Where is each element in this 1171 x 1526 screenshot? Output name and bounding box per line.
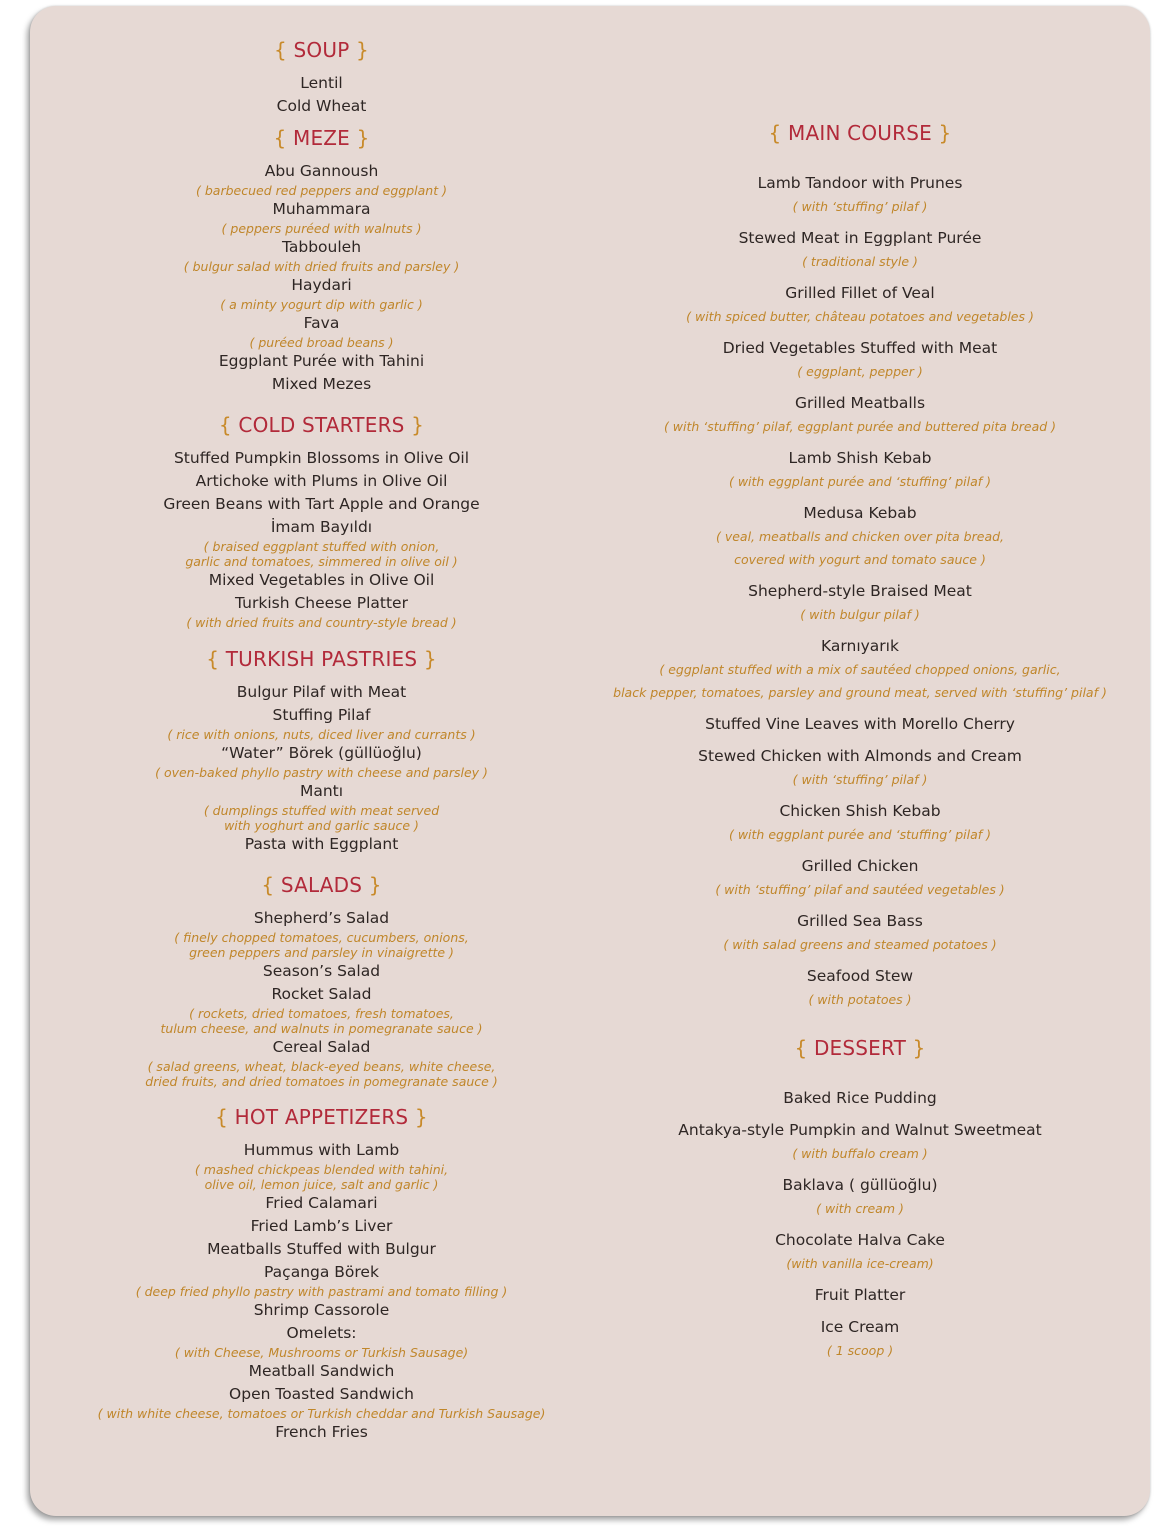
item-description: ( eggplant stuffed with a mix of sautéed chopped onions, garlic, — [659, 662, 1061, 677]
menu-item — [85, 236, 558, 274]
item-description: ( barbecued red peppers and eggplant ) — [196, 183, 447, 198]
item-name: Paçanga Börek — [264, 1263, 379, 1281]
item-name: Turkish Cheese Platter — [235, 594, 408, 612]
section-title: TURKISH PASTRIES — [225, 647, 418, 671]
item-description: ( with white cheese, tomatoes or Turkish cheddar and Turkish Sausage) — [97, 1406, 546, 1421]
item-name: Muhammara — [272, 200, 371, 218]
item-description-line2: olive oil, lemon juice, salt and garlic ) — [204, 1177, 439, 1192]
brace-close: } — [423, 647, 437, 671]
item-name: Chicken Shish Kebab — [779, 802, 941, 820]
menu-item — [590, 1315, 1130, 1362]
menu-item — [85, 833, 558, 856]
item-description-line2: green peppers and parsley in vinaigrette ) — [189, 945, 454, 960]
item-name: Lamb Shish Kebab — [788, 449, 932, 467]
item-name: Lentil — [300, 74, 343, 92]
item-name: Grilled Fillet of Veal — [785, 284, 935, 302]
menu-card — [30, 6, 1150, 1516]
item-description: ( deep fried phyllo pastry with pastrami and tomato filling ) — [135, 1284, 508, 1299]
section-heading — [85, 873, 558, 897]
item-name: Cereal Salad — [272, 1038, 371, 1056]
section-heading — [590, 1036, 1130, 1060]
section-heading — [85, 1105, 558, 1129]
item-name: Stewed Meat in Eggplant Purée — [738, 229, 982, 247]
menu-item — [590, 964, 1130, 1011]
item-name: Pasta with Eggplant — [244, 835, 399, 853]
item-name: Stuffed Pumpkin Blossoms in Olive Oil — [173, 449, 470, 467]
menu-item — [85, 516, 558, 569]
menu-item — [85, 198, 558, 236]
item-description: ( oven-baked phyllo pastry with cheese and parsley ) — [155, 765, 488, 780]
item-name: Abu Gannoush — [264, 162, 379, 180]
item-name: Mixed Vegetables in Olive Oil — [208, 571, 435, 589]
item-description: ( veal, meatballs and chicken over pita bread, — [715, 529, 1005, 544]
item-description: ( with bulgur pilaf ) — [800, 607, 920, 622]
item-name: French Fries — [275, 1423, 368, 1441]
item-description: ( salad greens, wheat, black-eyed beans, white cheese, — [147, 1059, 496, 1074]
menu-item — [590, 1228, 1130, 1275]
item-name: Bulgur Pilaf with Meat — [236, 683, 407, 701]
item-name: Green Beans with Tart Apple and Orange — [163, 495, 480, 513]
item-name: Hummus with Lamb — [243, 1141, 400, 1159]
item-name: Shepherd’s Salad — [253, 909, 390, 927]
salads-section — [85, 873, 558, 1089]
item-name: Fava — [303, 314, 340, 332]
section-heading — [85, 647, 558, 671]
menu-item — [590, 799, 1130, 846]
item-name: Stewed Chicken with Almonds and Cream — [698, 747, 1022, 765]
item-name: Open Toasted Sandwich — [229, 1385, 414, 1403]
menu-item — [590, 281, 1130, 328]
item-name: Grilled Chicken — [801, 857, 919, 875]
item-description: ( bulgur salad with dried fruits and parsley ) — [183, 259, 460, 274]
item-name: Medusa Kebab — [803, 504, 917, 522]
item-name: Chocolate Halva Cake — [775, 1231, 945, 1249]
menu-item — [590, 226, 1130, 273]
menu-item — [590, 501, 1130, 571]
item-name: Mantı — [299, 782, 344, 800]
brace-close: } — [912, 1036, 926, 1060]
dessert-section — [590, 1036, 1130, 1370]
item-name: Artichoke with Plums in Olive Oil — [195, 472, 448, 490]
menu-item — [590, 909, 1130, 956]
item-name: Grilled Sea Bass — [797, 912, 923, 930]
section-heading — [85, 38, 558, 62]
menu-item — [590, 1086, 1130, 1110]
menu-item — [85, 704, 558, 742]
item-description: ( braised eggplant stuffed with onion, — [203, 539, 440, 554]
menu-item — [85, 1238, 558, 1261]
brace-open: { — [273, 126, 287, 150]
item-description: ( with Cheese, Mushrooms or Turkish Sausage) — [174, 1345, 469, 1360]
item-description: ( traditional style ) — [802, 254, 918, 269]
hot-appetizers-section — [85, 1105, 558, 1444]
menu-item — [590, 336, 1130, 383]
item-description-line2: black pepper, tomatoes, parsley and ground meat, served with ‘stuffing’ pilaf ) — [613, 685, 1107, 700]
brace-close: } — [356, 126, 370, 150]
cold-starters-section — [85, 413, 558, 630]
item-name: İmam Bayıldı — [270, 518, 373, 536]
menu-item — [590, 1118, 1130, 1165]
item-name: Fruit Platter — [814, 1286, 906, 1304]
item-description: ( peppers puréed with walnuts ) — [221, 221, 422, 236]
menu-item — [590, 712, 1130, 736]
menu-item — [85, 681, 558, 704]
item-description-line2: dried fruits, and dried tomatoes in pomegranate sauce ) — [145, 1074, 498, 1089]
section-title: MAIN COURSE — [788, 121, 932, 145]
section-title: DESSERT — [813, 1036, 907, 1060]
menu-item — [85, 1421, 558, 1444]
item-name: Fried Lamb’s Liver — [250, 1217, 393, 1235]
item-description: ( rice with onions, nuts, diced liver and currants ) — [167, 727, 476, 742]
menu-item — [85, 1322, 558, 1360]
item-name: Stuffing Pilaf — [272, 706, 371, 724]
item-name: Seafood Stew — [806, 967, 914, 985]
item-description: ( with ‘stuffing’ pilaf, eggplant purée and buttered pita bread ) — [663, 419, 1057, 434]
menu-item — [85, 373, 558, 396]
item-description: (with vanilla ice-cream) — [786, 1256, 934, 1271]
menu-item — [85, 1299, 558, 1322]
item-name: Grilled Meatballs — [794, 394, 926, 412]
soup-section — [85, 38, 558, 118]
brace-open: { — [215, 1105, 229, 1129]
item-name: Shepherd-style Braised Meat — [748, 582, 972, 600]
item-name: Stuffed Vine Leaves with Morello Cherry — [705, 715, 1015, 733]
brace-close: } — [938, 121, 952, 145]
item-name: Eggplant Purée with Tahini — [218, 352, 425, 370]
item-name: Dried Vegetables Stuffed with Meat — [722, 339, 998, 357]
brace-close: } — [368, 873, 382, 897]
section-heading — [85, 413, 558, 437]
item-name: Meatball Sandwich — [248, 1362, 395, 1380]
menu-item — [590, 1283, 1130, 1307]
menu-item — [590, 854, 1130, 901]
item-description: ( eggplant, pepper ) — [797, 364, 923, 379]
section-heading — [590, 121, 1130, 145]
item-name: Mixed Mezes — [271, 375, 372, 393]
item-name: Baklava ( güllüoğlu) — [782, 1176, 938, 1194]
item-description: ( with buffalo cream ) — [792, 1146, 928, 1161]
menu-item — [590, 1173, 1130, 1220]
item-description: ( dumplings stuffed with meat served — [203, 803, 440, 818]
brace-open: { — [768, 121, 782, 145]
menu-item — [85, 960, 558, 983]
menu-item — [85, 907, 558, 960]
item-description: ( with salad greens and steamed potatoes ) — [723, 937, 997, 952]
item-description-line2: covered with yogurt and tomato sauce ) — [734, 552, 986, 567]
menu-item — [590, 744, 1130, 791]
item-description: ( with spiced butter, château potatoes and vegetables ) — [686, 309, 1034, 324]
item-name: Haydari — [291, 276, 352, 294]
brace-open: { — [206, 647, 220, 671]
item-description: ( mashed chickpeas blended with tahini, — [194, 1162, 449, 1177]
menu-item — [85, 350, 558, 373]
menu-item — [85, 780, 558, 833]
item-name: Fried Calamari — [265, 1194, 378, 1212]
item-description: ( with eggplant purée and ‘stuffing’ pilaf ) — [728, 827, 991, 842]
menu-item — [85, 1036, 558, 1089]
brace-open: { — [218, 413, 232, 437]
section-title: SOUP — [293, 38, 350, 62]
item-description: ( with ‘stuffing’ pilaf ) — [792, 199, 928, 214]
item-name: Baked Rice Pudding — [783, 1089, 937, 1107]
brace-close: } — [414, 1105, 428, 1129]
menu-item — [590, 171, 1130, 218]
brace-open: { — [274, 38, 287, 62]
menu-item — [85, 160, 558, 198]
item-name: Antakya-style Pumpkin and Walnut Sweetmeat — [678, 1121, 1042, 1139]
item-name: Season’s Salad — [262, 962, 381, 980]
menu-item — [85, 493, 558, 516]
menu-item — [85, 1383, 558, 1421]
menu-item — [85, 742, 558, 780]
item-description: ( with eggplant purée and ‘stuffing’ pilaf ) — [728, 474, 991, 489]
menu-item — [85, 983, 558, 1036]
item-name: Karnıyarık — [821, 637, 899, 655]
item-name: Ice Cream — [820, 1318, 900, 1336]
menu-item — [85, 1192, 558, 1215]
item-description: ( with dried fruits and country-style bread ) — [186, 615, 457, 630]
item-name: Shrimp Cassorole — [253, 1301, 390, 1319]
menu-item — [85, 1261, 558, 1299]
menu-item — [85, 592, 558, 630]
item-description-line2: tulum cheese, and walnuts in pomegranate sauce ) — [160, 1021, 483, 1036]
menu-item — [85, 312, 558, 350]
item-description: ( with ‘stuffing’ pilaf ) — [792, 772, 928, 787]
menu-item — [590, 634, 1130, 704]
section-title: COLD STARTERS — [238, 413, 405, 437]
section-heading — [85, 126, 558, 150]
menu-item — [85, 1360, 558, 1383]
menu-item — [590, 579, 1130, 626]
item-description-line2: garlic and tomatoes, simmered in olive oil ) — [185, 554, 458, 569]
brace-close: } — [411, 413, 425, 437]
item-description: ( a minty yogurt dip with garlic ) — [220, 297, 423, 312]
brace-open: { — [794, 1036, 808, 1060]
menu-item — [590, 446, 1130, 493]
menu-item — [85, 274, 558, 312]
turkish-pastries-section — [85, 647, 558, 856]
item-description: ( rockets, dried tomatoes, fresh tomatoes, — [189, 1006, 454, 1021]
meze-section — [85, 126, 558, 396]
menu-item — [85, 447, 558, 470]
item-name: Omelets: — [286, 1324, 357, 1342]
menu-item — [590, 391, 1130, 438]
section-title: MEZE — [292, 126, 351, 150]
menu-item — [85, 72, 558, 95]
menu-item — [85, 1215, 558, 1238]
section-title: HOT APPETIZERS — [234, 1105, 409, 1129]
menu-item — [85, 1139, 558, 1192]
menu-item — [85, 569, 558, 592]
brace-open: { — [261, 873, 275, 897]
menu-item — [85, 470, 558, 493]
brace-close: } — [356, 38, 369, 62]
main-course-section — [590, 121, 1130, 1019]
item-name: Rocket Salad — [271, 985, 372, 1003]
item-description: ( with ‘stuffing’ pilaf and sautéed vegetables ) — [715, 882, 1005, 897]
item-name: Meatballs Stuffed with Bulgur — [207, 1240, 436, 1258]
menu-item — [85, 95, 558, 118]
item-name: “Water” Börek (güllüoğlu) — [221, 744, 422, 762]
item-description: ( finely chopped tomatoes, cucumbers, onions, — [174, 930, 469, 945]
item-description: ( puréed broad beans ) — [249, 335, 394, 350]
section-title: SALADS — [280, 873, 363, 897]
item-name: Tabbouleh — [281, 238, 362, 256]
item-description: ( 1 scoop ) — [826, 1343, 894, 1358]
item-name: Cold Wheat — [276, 97, 367, 115]
item-name: Lamb Tandoor with Prunes — [757, 174, 963, 192]
item-description-line2: with yoghurt and garlic sauce ) — [224, 818, 419, 833]
item-description: ( with cream ) — [816, 1201, 904, 1216]
item-description: ( with potatoes ) — [808, 992, 912, 1007]
